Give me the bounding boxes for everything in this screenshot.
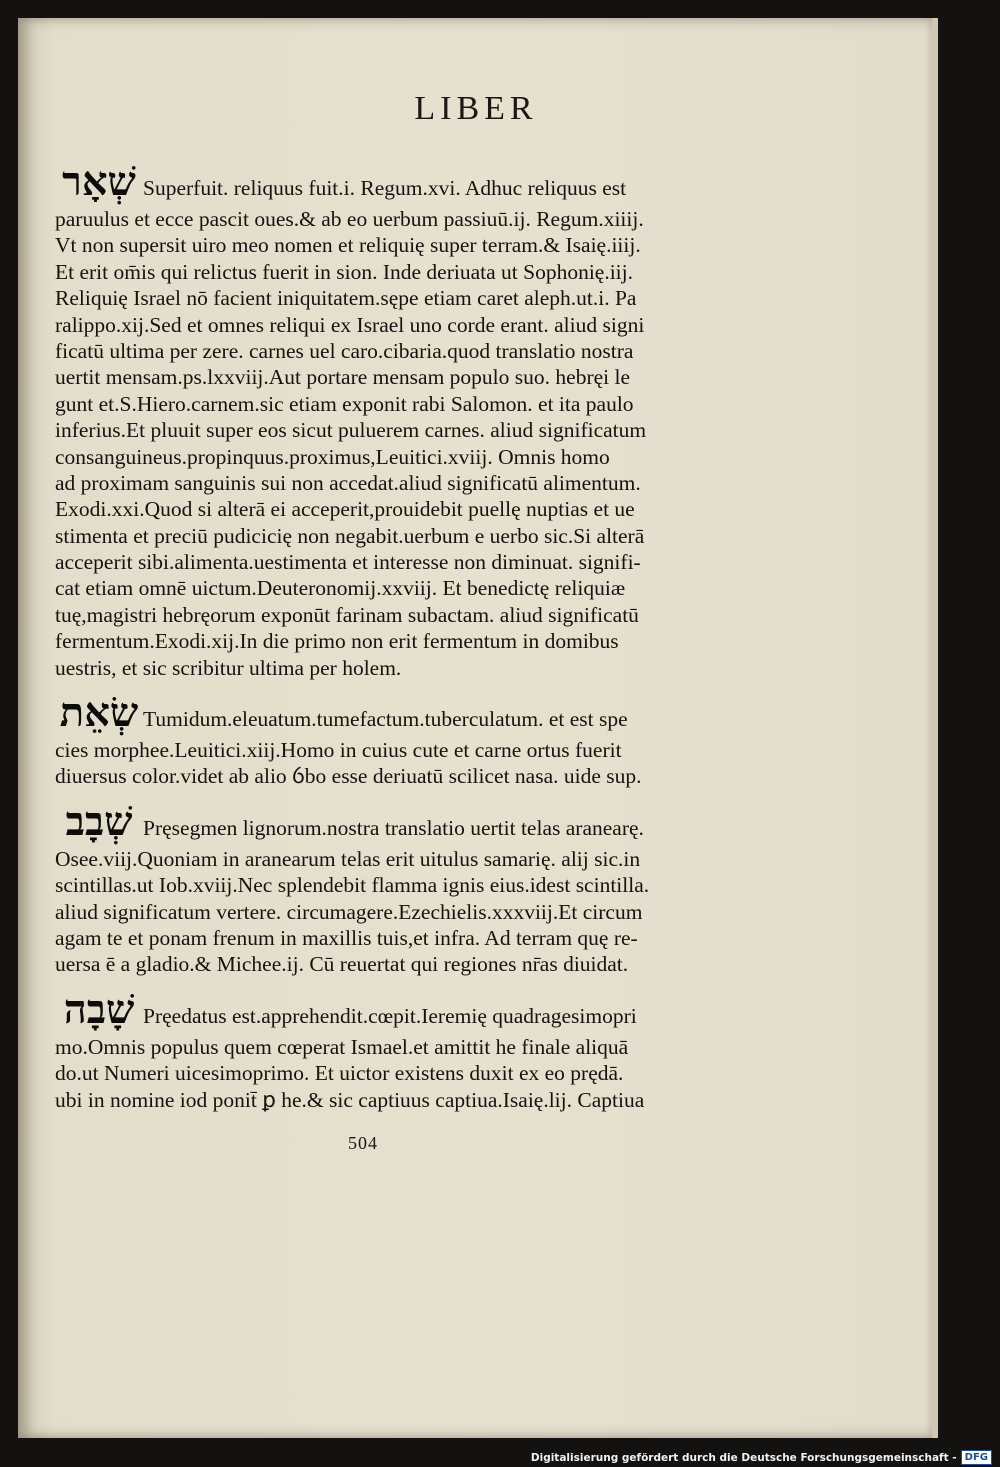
text-line: agam te et ponam frenum in maxillis tuis,et infra. Ad terram quę re-: [55, 925, 638, 950]
text-line: mo.Omnis populus quem cœperat Ismael.et amittit he finale aliquā: [55, 1034, 629, 1059]
text-line: scintillas.ut Iob.xviij.Nec splendebit flamma ignis eius.idest scintilla.: [55, 873, 650, 898]
text-line: paruulus et ecce pascit oues.& ab eo uerbum passiuū.ij. Regum.xiiij.: [55, 207, 644, 231]
lemma-line: [55, 798, 715, 846]
text-line: tuę,magistri hebręorum exponūt farinam subactam. aliud significatū: [55, 602, 639, 627]
text-line: fermentum.Exodi.xij.In die primo non erit fermentum in domibus: [55, 629, 619, 654]
text-line: uersa ē a gladio.& Michee.ij. Cū reuertat qui regiones nr̄as diuidat.: [55, 952, 629, 977]
hebrew-lemma: שְׂאֵת: [59, 689, 139, 737]
digitization-footer: [531, 1450, 992, 1465]
book-page: [18, 18, 934, 1438]
text-line: aliud significatum vertere. circumagere.Ezechielis.xxxviij.Et circum: [55, 899, 643, 924]
dfg-logo: DFG: [961, 1450, 992, 1465]
lemma-line: [55, 689, 715, 737]
text-line: Pręedatus est.apprehendit.cœpit.Ieremię quadragesimopri: [143, 1003, 637, 1028]
text-line: Et erit om̄is qui relictus fuerit in sion. Inde deriuata ut Sophonię.iij.: [55, 259, 634, 284]
text-line: inferius.Et pluuit super eos sicut puluerem carnes. aliud significatum: [55, 418, 647, 443]
text-line: stimenta et preciū pudicicię non negabit.uerbum e uerbo sic.Si alterā: [55, 523, 645, 548]
running-head: LIBER: [414, 90, 538, 127]
text-line: diuersus color.videt ab alio ỽbo esse deriuatū scilicet nasa. uide sup.: [55, 764, 642, 789]
text-line: Pręsegmen lignorum.nostra translatio uertit telas aranearę.: [143, 815, 644, 840]
footer-text: Digitalisierung gefördert durch die Deutsche Forschungsgemeinschaft -: [530, 1451, 957, 1464]
text-line: cies morphee.Leuitici.xiij.Homo in cuius cute et carne ortus fuerit: [55, 738, 622, 763]
dictionary-entry: [55, 158, 715, 681]
text-line: Osee.viij.Quoniam in aranearum telas erit uitulus samarię. alij sic.in: [55, 846, 641, 871]
folio-number: 504: [348, 1133, 378, 1153]
text-line: ralippo.xij.Sed et omnes reliqui ex Israel uno corde erant. aliud signi: [55, 312, 645, 337]
text-line: do.ut Numeri uicesimoprimo. Et uictor existens duxit ex eo prędā.: [55, 1061, 624, 1086]
text-line: ubi in nomine iod ponit̄ ꝑ he.& sic captiuus captiua.Isaię.lij. Captiua: [55, 1087, 645, 1112]
text-line: acceperit sibi.alimenta.uestimenta et interesse non diminuat. signifi-: [55, 550, 641, 575]
text-line: ficatū ultima per zere. carnes uel caro.cibaria.quod translatio nostra: [55, 338, 634, 363]
text-line: cat etiam omnē uictum.Deuteronomij.xxviij. Et benedictę reliquiæ: [55, 576, 626, 601]
text-line: Exodi.xxi.Quod si alterā ei acceperit,prouidebit puellę nuptias et ue: [55, 497, 635, 522]
text-line: Reliquię Israel nō facient iniquitatem.sępe etiam caret aleph.ut.i. Pa: [55, 286, 637, 311]
text-line: consanguineus.propinquus.proximus,Leuitici.xviij. Omnis homo: [55, 444, 610, 469]
text-line: gunt et.S.Hiero.carnem.sic etiam exponit rabi Salomon. et ita paulo: [55, 391, 634, 416]
dictionary-text: [55, 158, 715, 1121]
lemma-line: [55, 986, 715, 1034]
dictionary-entry: [55, 986, 715, 1113]
hebrew-lemma: שְׁאָר: [62, 158, 136, 205]
text-line: Vt non supersit uiro meo nomen et reliquię super terram.& Isaię.iiij.: [55, 233, 641, 258]
dictionary-entry: [55, 798, 715, 978]
hebrew-lemma: שָׁבָה: [63, 985, 135, 1033]
hebrew-lemma: שְׁבָב: [65, 797, 133, 845]
text-line: uertit mensam.ps.lxxviij.Aut portare mensam populo suo. hebręi le: [55, 365, 631, 390]
dictionary-entry: [55, 689, 715, 790]
lemma-line: [55, 158, 715, 206]
text-line: ad proximam sanguinis sui non accedat.aliud significatū alimentum.: [55, 470, 641, 495]
text-line: uestris, et sic scribitur ultima per holem.: [55, 655, 402, 680]
page-edge: [932, 18, 938, 1438]
text-line: Superfuit. reliquus fuit.i. Regum.xvi. Adhuc reliquus est: [143, 176, 627, 200]
text-line: Tumidum.eleuatum.tumefactum.tuberculatum. et est spe: [143, 707, 628, 732]
